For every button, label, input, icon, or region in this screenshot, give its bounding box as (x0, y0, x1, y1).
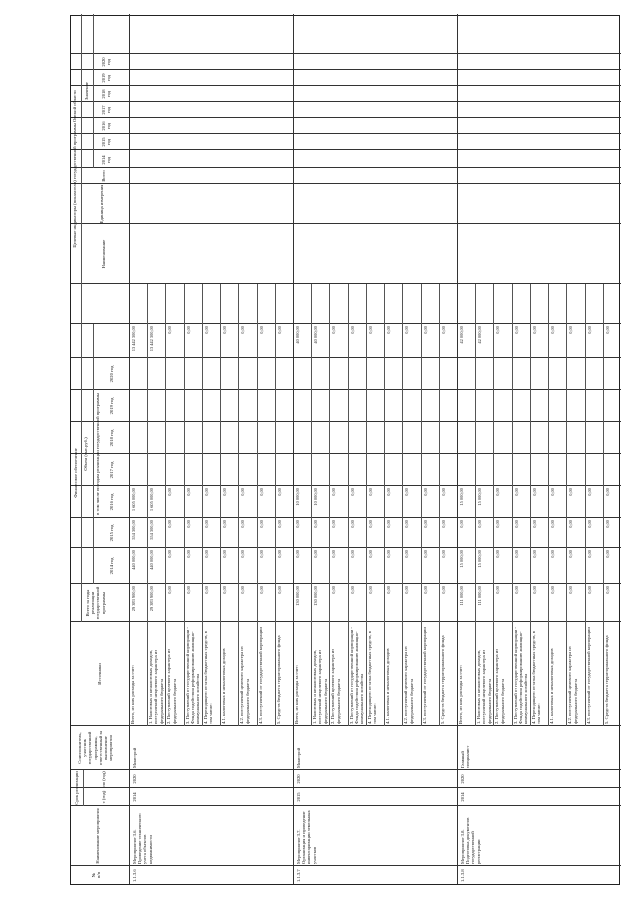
column-divider (71, 101, 621, 102)
cell-2014: 0,00 (349, 550, 355, 558)
cell-2015: 0,00 (240, 520, 246, 528)
header-ind-name: Наименование (101, 239, 106, 269)
row-period-to: 2020 (296, 774, 301, 784)
header-period: Срок реализации (74, 771, 79, 805)
cell-2015: 0,00 (258, 520, 264, 528)
cell-2014: 0,00 (604, 550, 610, 558)
header-indicator-year: 2016 год (101, 121, 112, 131)
cell-total: 0,00 (185, 586, 191, 594)
cell-total: 0,00 (404, 586, 410, 594)
source-label: 4. Переходящего остатка бюджетных средств, в том числе: (366, 631, 378, 724)
column-divider (71, 69, 621, 70)
cell-total: 0,00 (276, 586, 282, 594)
source-label: 4. Переходящего остатка бюджетных средств, в том числе: (530, 631, 542, 724)
cell-2014: 0,00 (222, 550, 228, 558)
cell-2014: 440 000,00 (131, 550, 136, 570)
cell-2020: 13 442 300,00 (149, 326, 155, 352)
cell-total: 111 000,00 (459, 586, 464, 606)
cell-2020: 0,00 (349, 326, 355, 334)
cell-2014: 15 000,00 (459, 550, 464, 568)
finance-subheader-line (81, 324, 82, 622)
row-period-to: 2020 (460, 774, 465, 784)
cell-2015: 0,00 (531, 520, 537, 528)
cell-total: 0,00 (568, 586, 574, 594)
cell-2014: 0,00 (276, 550, 282, 558)
cell-2016: 1 605 000,00 (131, 488, 136, 512)
cell-2014: 15 000,00 (477, 550, 483, 568)
cell-total: 0,00 (258, 586, 264, 594)
header-finance-year: 2020 год (109, 365, 114, 383)
source-label: 4.2. поступлений целевого характера из федерального бюджета (567, 646, 578, 724)
header-ind-total: Всего (101, 170, 106, 182)
cell-2020: 0,00 (276, 326, 282, 334)
cell-2020: 0,00 (167, 326, 173, 334)
finance-table (70, 15, 620, 885)
column-divider (71, 223, 621, 224)
indicator-years-line (93, 14, 94, 168)
cell-2014: 0,00 (258, 550, 264, 558)
cell-total: 0,00 (222, 586, 228, 594)
cell-2020: 0,00 (258, 326, 264, 334)
cell-2016: 0,00 (331, 488, 337, 496)
row-name: Мероприятие 3.7. Организация и проведение инвентаризации земельных участков (296, 810, 317, 864)
source-label: 4.3. поступлений от государственной корпорации (421, 627, 427, 724)
cell-2020: 42 000,00 (459, 326, 464, 344)
cell-2016: 15 000,00 (477, 488, 483, 506)
cell-2015: 0,00 (331, 520, 337, 528)
cell-2016: 0,00 (568, 488, 574, 496)
column-divider (71, 133, 621, 134)
column-divider (71, 85, 621, 86)
cell-2015: 0,00 (604, 520, 610, 528)
cell-2016: 0,00 (185, 488, 191, 496)
cell-2015: 0,00 (167, 520, 173, 528)
header-period-from: с (год) (101, 790, 106, 804)
cell-2014: 0,00 (568, 550, 574, 558)
source-label: 5. Средств бюджета территориального фонда (439, 635, 445, 724)
cell-total: 0,00 (531, 586, 537, 594)
header-finance-incl: в том числе по годам реализации государственной программы (95, 393, 100, 515)
header-indicator-year: 2017 год (101, 105, 112, 115)
cell-total: 130 000,00 (313, 586, 319, 606)
header-indicators: Целевые индикаторы (показатели) государственной программы Омской области (72, 90, 77, 248)
source-label: 4.1. налоговых и неналоговых доходов (549, 648, 555, 724)
cell-2016: 0,00 (240, 488, 246, 496)
cell-2016: 0,00 (404, 488, 410, 496)
cell-2015: 0,00 (185, 520, 191, 528)
row-code: 1.1.3.8 (460, 869, 465, 882)
cell-total: 0,00 (167, 586, 173, 594)
row-code: 1.1.3.7 (296, 869, 301, 882)
column-divider (71, 805, 621, 806)
header-indicator-year: 2014 год (101, 155, 112, 165)
cell-2016: 15 000,00 (459, 488, 464, 506)
cell-total: 111 000,00 (477, 586, 483, 606)
row-name: Мероприятие 3.6. Проведение технического учета объектов недвижимости (132, 813, 153, 864)
cell-2015: 0,00 (495, 520, 501, 528)
cell-2016: 1 605 000,00 (149, 488, 155, 512)
cell-2020: 0,00 (203, 326, 209, 334)
header-source: Источники (97, 663, 102, 685)
cell-2014: 0,00 (295, 550, 300, 558)
cell-2015: 0,00 (386, 520, 392, 528)
header-finance-total: Всего за годы реализации государственной программы (85, 586, 106, 620)
cell-2015: 0,00 (422, 520, 428, 528)
cell-2020: 0,00 (513, 326, 519, 334)
cell-total: 0,00 (586, 586, 592, 594)
column-divider (71, 323, 621, 324)
cell-2016: 0,00 (386, 488, 392, 496)
cell-2015: 0,00 (477, 520, 483, 528)
cell-2014: 0,00 (203, 550, 209, 558)
cell-2015: 0,00 (440, 520, 446, 528)
cell-2016: 0,00 (203, 488, 209, 496)
cell-2014: 0,00 (586, 550, 592, 558)
row-executor: Минстрой (296, 747, 301, 768)
cell-2016: 0,00 (258, 488, 264, 496)
cell-total: 0,00 (440, 586, 446, 594)
cell-2014: 0,00 (440, 550, 446, 558)
cell-2015: 0,00 (550, 520, 556, 528)
cell-2020: 0,00 (386, 326, 392, 334)
cell-2020: 0,00 (440, 326, 446, 334)
cell-total: 130 000,00 (295, 586, 300, 606)
column-divider (71, 421, 621, 422)
period-subheader-line (83, 770, 84, 806)
finance-years-line (93, 324, 94, 584)
column-divider (71, 865, 621, 866)
column-divider (71, 117, 621, 118)
source-label: 4.1. налоговых и неналоговых доходов (385, 648, 391, 724)
cell-2014: 0,00 (531, 550, 537, 558)
cell-2014: 0,00 (240, 550, 246, 558)
cell-2016: 0,00 (422, 488, 428, 496)
cell-2015: 0,00 (349, 520, 355, 528)
row-period-to: 2020 (132, 774, 137, 784)
cell-2015: 0,00 (459, 520, 464, 528)
source-label: 3. Поступлений от государственной корпорации - Фонда содействия реформированию жилищно-коммунального хозяйства (348, 627, 365, 724)
cell-2016: 0,00 (550, 488, 556, 496)
cell-2020: 0,00 (404, 326, 410, 334)
header-finance-year: 2019 год (109, 397, 114, 415)
source-label: 4.2. поступлений целевого характера из федерального бюджета (239, 646, 250, 724)
cell-2016: 0,00 (604, 488, 610, 496)
source-label: 3. Поступлений от государственной корпорации - Фонда содействия реформированию жилищно-коммунального хозяйства (184, 627, 201, 724)
cell-2014: 0,00 (185, 550, 191, 558)
header-executor: Соисполнитель, участник государственной программы, ответственный за выполнение мероприятия (77, 730, 114, 766)
cell-2020: 0,00 (550, 326, 556, 334)
header-num: № п/п (91, 871, 102, 879)
cell-2015: 0,00 (203, 520, 209, 528)
cell-2016: 0,00 (513, 488, 519, 496)
column-divider (71, 149, 621, 150)
row-divider (457, 14, 458, 884)
header-name: Наименование мероприятия (95, 808, 100, 864)
header-finance-year: 2016 год (109, 493, 114, 511)
header-finance: Финансовое обеспечение (73, 448, 78, 498)
cell-2014: 0,00 (313, 550, 319, 558)
row-period-from: 2014 (460, 792, 465, 802)
cell-total: 0,00 (203, 586, 209, 594)
header-indicator-year: 2015 год (101, 137, 112, 147)
row-divider (293, 14, 294, 884)
source-label: 4.3. поступлений от государственной корпорации (257, 627, 263, 724)
column-divider (71, 485, 621, 486)
cell-2014: 0,00 (422, 550, 428, 558)
cell-total: 0,00 (495, 586, 501, 594)
column-divider (71, 787, 621, 788)
header-indicator-year: 2020 год (101, 57, 112, 67)
cell-2016: 0,00 (440, 488, 446, 496)
row-executor: Главный специалист (460, 745, 471, 768)
cell-2016: 0,00 (531, 488, 537, 496)
source-label: 1. Налоговых и неналоговых доходов, поступлений нецелевого характера из федерального бюджета (476, 649, 492, 724)
cell-total: 0,00 (331, 586, 337, 594)
cell-2020: 0,00 (185, 326, 191, 334)
source-label: 2. Поступлений целевого характера из федерального бюджета (330, 649, 341, 724)
cell-2016: 0,00 (276, 488, 282, 496)
cell-2016: 0,00 (367, 488, 373, 496)
cell-2016: 0,00 (222, 488, 228, 496)
column-divider (71, 53, 621, 54)
cell-2015: 0,00 (404, 520, 410, 528)
cell-2015: 0,00 (513, 520, 519, 528)
cell-2020: 0,00 (604, 326, 610, 334)
cell-total: 0,00 (550, 586, 556, 594)
source-label: Всего, из них расходы за счет: (130, 664, 135, 724)
column-divider (71, 769, 621, 770)
cell-2016: 10 000,00 (295, 488, 300, 506)
cell-2020: 40 000,00 (313, 326, 319, 344)
cell-2016: 0,00 (167, 488, 173, 496)
cell-total: 29 383 900,00 (149, 586, 155, 612)
cell-2015: 554 300,00 (149, 520, 155, 540)
cell-2016: 0,00 (586, 488, 592, 496)
cell-2016: 10 000,00 (313, 488, 319, 506)
row-executor: Минстрой (132, 747, 137, 768)
column-divider (71, 453, 621, 454)
column-divider (71, 167, 621, 168)
cell-2020: 0,00 (367, 326, 373, 334)
cell-total: 0,00 (422, 586, 428, 594)
cell-2015: 0,00 (313, 520, 319, 528)
cell-2015: 554 300,00 (131, 520, 136, 540)
header-bottom-line (129, 14, 130, 884)
source-label: Всего, из них расходы за счет: (294, 664, 299, 724)
source-label: 1. Налоговых и неналоговых доходов, поступлений нецелевого характера из федерального бюджета (148, 649, 164, 724)
row-period-from: 2015 (296, 792, 301, 802)
cell-total: 0,00 (513, 586, 519, 594)
source-label: 3. Поступлений от государственной корпорации - Фонда содействия реформированию жилищно-коммунального хозяйства (512, 627, 529, 724)
column-divider (71, 183, 621, 184)
cell-2020: 0,00 (222, 326, 228, 334)
header-indicator-year: 2019 год (101, 73, 112, 83)
cell-2014: 0,00 (367, 550, 373, 558)
cell-2020: 13 442 300,00 (131, 326, 136, 352)
source-label: Всего, из них расходы за счет: (458, 664, 463, 724)
cell-2014: 0,00 (550, 550, 556, 558)
cell-2020: 0,00 (586, 326, 592, 334)
cell-2020: 0,00 (568, 326, 574, 334)
source-label: 4.2. поступлений целевого характера из федерального бюджета (403, 646, 414, 724)
source-label: 4.1. налоговых и неналоговых доходов (221, 648, 227, 724)
header-finance-year: 2018 год (109, 429, 114, 447)
cell-2014: 0,00 (386, 550, 392, 558)
cell-2020: 0,00 (422, 326, 428, 334)
header-ind-value: Значение (84, 82, 89, 100)
header-finance-year: 2017 год (109, 461, 114, 479)
cell-2020: 0,00 (240, 326, 246, 334)
header-indicator-year: 2018 год (101, 89, 112, 99)
cell-2014: 0,00 (167, 550, 173, 558)
cell-total: 29 383 900,00 (131, 586, 136, 612)
header-finance-year: 2015 год (109, 524, 114, 542)
cell-2015: 0,00 (367, 520, 373, 528)
cell-2020: 0,00 (495, 326, 501, 334)
source-label: 2. Поступлений целевого характера из федерального бюджета (494, 649, 505, 724)
source-label: 2. Поступлений целевого характера из федерального бюджета (166, 649, 177, 724)
source-label: 5. Средств бюджета территориального фонда (275, 635, 281, 724)
cell-2016: 0,00 (349, 488, 355, 496)
column-divider (71, 389, 621, 390)
cell-2020: 40 000,00 (295, 326, 300, 344)
cell-2020: 0,00 (331, 326, 337, 334)
cell-2015: 0,00 (295, 520, 300, 528)
cell-2020: 42 000,00 (477, 326, 483, 344)
source-label: 5. Средств бюджета территориального фонда (603, 635, 609, 724)
source-label: 4. Переходящего остатка бюджетных средств, в том числе: (202, 631, 214, 724)
column-divider (71, 283, 621, 284)
cell-2014: 0,00 (404, 550, 410, 558)
cell-total: 0,00 (386, 586, 392, 594)
indicator-subheader-line (81, 14, 82, 324)
row-code: 1.1.3.6 (132, 869, 137, 882)
source-label: 4.3. поступлений от государственной корпорации (585, 627, 591, 724)
cell-2014: 0,00 (513, 550, 519, 558)
header-finance-year: 2014 год (109, 557, 114, 575)
cell-total: 0,00 (367, 586, 373, 594)
cell-2016: 0,00 (495, 488, 501, 496)
column-divider (71, 725, 621, 726)
source-label: 1. Налоговых и неналоговых доходов, поступлений нецелевого характера из федерального бюджета (312, 649, 328, 724)
cell-total: 0,00 (604, 586, 610, 594)
cell-2015: 0,00 (222, 520, 228, 528)
header-period-to: по (год) (101, 771, 106, 787)
cell-2014: 0,00 (495, 550, 501, 558)
row-name: Мероприятие 3.8. Подготовка документов государственной регистрации (460, 817, 481, 864)
header-ind-unit: Единица измерения (99, 184, 104, 224)
cell-2015: 0,00 (276, 520, 282, 528)
cell-2014: 0,00 (331, 550, 337, 558)
row-period-from: 2014 (132, 792, 137, 802)
cell-total: 0,00 (240, 586, 246, 594)
cell-total: 0,00 (349, 586, 355, 594)
cell-2015: 0,00 (586, 520, 592, 528)
cell-2020: 0,00 (531, 326, 537, 334)
cell-2014: 440 000,00 (149, 550, 155, 570)
cell-2015: 0,00 (568, 520, 574, 528)
header-finance-by-year: Объем (тыс.руб.) (83, 437, 88, 471)
